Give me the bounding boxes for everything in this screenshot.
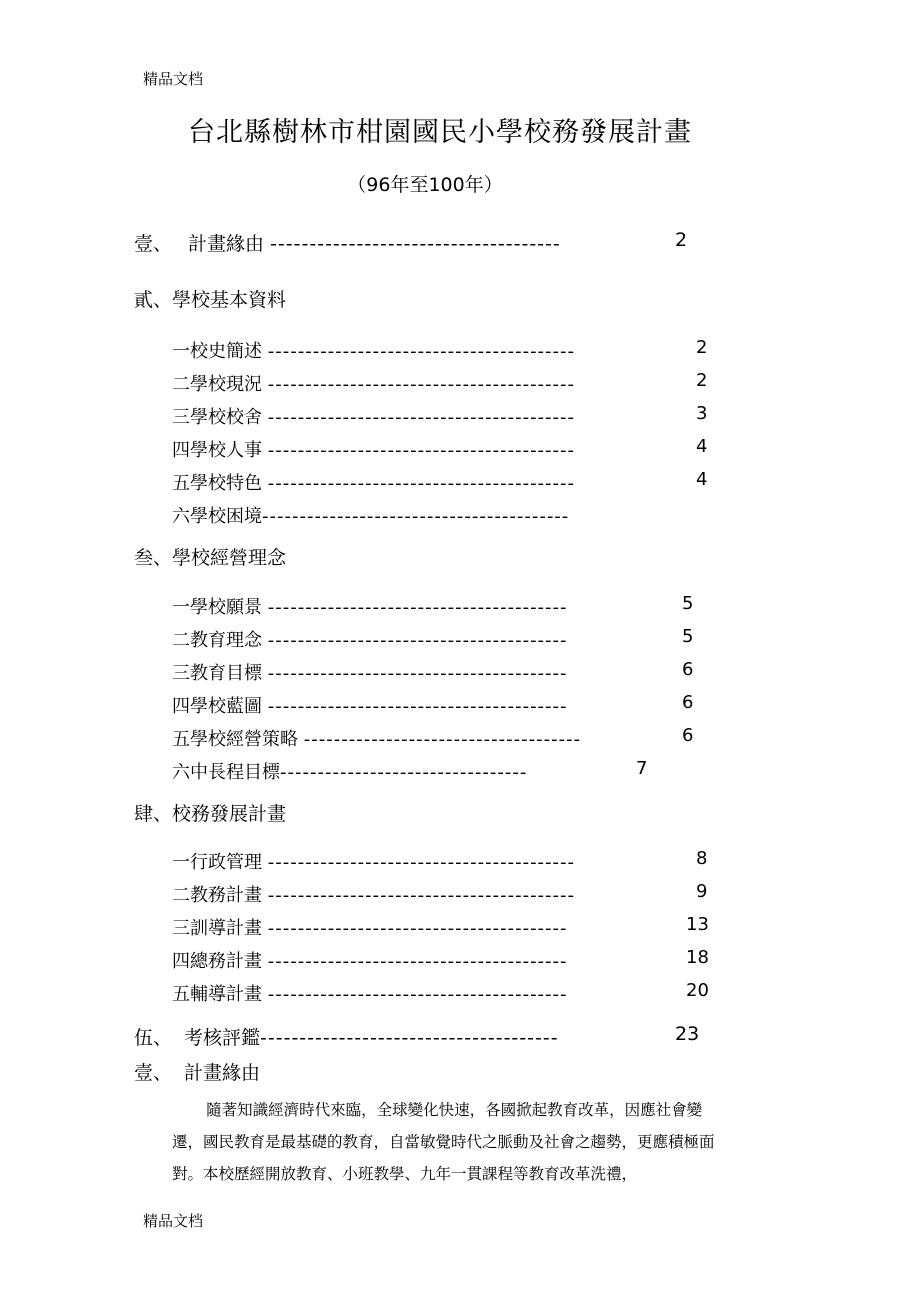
toc-item [172, 914, 568, 940]
toc-section-label: 考核評鑑 [184, 1027, 261, 1049]
toc-item [172, 725, 581, 751]
toc-leader: ------------------------------------- [303, 729, 582, 750]
toc-item [172, 659, 568, 685]
toc-item-page: 6 [682, 692, 694, 713]
toc-section-number: 叁、 [134, 547, 173, 569]
toc-item [172, 881, 575, 907]
toc-item [172, 469, 575, 495]
toc-leader: ---------------------------------------- [267, 951, 568, 972]
toc-leader: ------------------------------------- [270, 233, 561, 255]
toc-leader: ----------------------------------------- [262, 506, 570, 527]
toc-section-label: 校務發展計畫 [172, 803, 287, 825]
toc-item-page: 13 [686, 914, 709, 935]
toc-section-page: 23 [675, 1023, 700, 1045]
toc-item-label: 一學校願景 [172, 597, 262, 618]
toc-item-label: 二教務計畫 [172, 885, 262, 906]
toc-item-page: 20 [686, 980, 709, 1001]
toc-item-page: 4 [696, 436, 708, 457]
toc-item-label: 五學校特色 [172, 473, 262, 494]
toc-section-1 [134, 229, 561, 256]
toc-item [172, 980, 568, 1006]
toc-item-label: 二教育理念 [172, 630, 262, 651]
toc-section-label: 學校經營理念 [172, 547, 287, 569]
toc-leader: ----------------------------------------- [267, 885, 576, 906]
toc-item-page: 8 [696, 848, 708, 869]
toc-item-label: 六學校困境 [172, 506, 262, 527]
toc-item-label: 四學校藍圖 [172, 696, 262, 717]
body-heading-number: 壹、 [134, 1062, 173, 1084]
toc-section-label: 計畫緣由 [188, 233, 265, 255]
footer-watermark: 精品文档 [143, 1212, 204, 1230]
toc-item-page: 2 [696, 337, 708, 358]
document-title: 台北縣樹林市柑園國民小學校務發展計畫 [188, 117, 692, 148]
toc-item-label: 一校史簡述 [172, 341, 262, 362]
header-watermark: 精品文档 [143, 70, 204, 88]
toc-item-page: 6 [682, 659, 694, 680]
toc-item-page: 2 [696, 370, 708, 391]
toc-item-page: 4 [696, 469, 708, 490]
toc-item-label: 五輔導計畫 [172, 984, 262, 1005]
toc-item [172, 337, 575, 363]
toc-leader: ----------------------------------------- [267, 374, 576, 395]
toc-item [172, 593, 568, 619]
toc-section-page: 2 [675, 229, 688, 251]
document-subtitle: （96年至100年） [347, 174, 503, 196]
toc-item [172, 692, 568, 718]
toc-leader: ---------------------------------------- [267, 984, 568, 1005]
toc-item-label: 四總務計畫 [172, 951, 262, 972]
toc-item-label: 五學校經營策略 [172, 729, 298, 750]
toc-item [172, 947, 568, 973]
toc-item-label: 三學校校舍 [172, 407, 262, 428]
toc-item-page: 18 [686, 947, 709, 968]
toc-item [172, 370, 575, 396]
toc-leader: ---------------------------------------- [267, 597, 568, 618]
toc-item [172, 626, 568, 652]
toc-item-page: 9 [696, 881, 708, 902]
toc-section-label: 學校基本資料 [172, 289, 287, 311]
toc-section-number: 貳、 [134, 289, 173, 311]
toc-section-4 [134, 799, 286, 826]
toc-leader: ----------------------------------------- [267, 341, 576, 362]
body-section-heading [134, 1058, 260, 1085]
toc-item-label: 一行政管理 [172, 852, 262, 873]
toc-leader: --------------------------------- [280, 762, 528, 783]
toc-section-5 [134, 1023, 559, 1050]
toc-leader: ---------------------------------------- [267, 630, 568, 651]
toc-leader: ---------------------------------------- [267, 663, 568, 684]
toc-leader: ----------------------------------------- [267, 473, 576, 494]
toc-item-page: 5 [682, 593, 694, 614]
toc-section-2 [134, 285, 286, 312]
body-paragraph: 隨著知識經濟時代來臨，全球變化快速，各國掀起教育改革，因應社會變遷，國民教育是最基礎的教育，自當敏覺時代之脈動及社會之趨勢，更應積極面對。本校歷經開放教育、小班教學、九年一貫課程等教育改革洗禮， [172, 1101, 715, 1183]
toc-item-label: 三教育目標 [172, 663, 262, 684]
toc-leader: -------------------------------------- [260, 1027, 559, 1049]
toc-item [172, 502, 569, 528]
toc-leader: ----------------------------------------- [267, 407, 576, 428]
toc-item [172, 403, 575, 429]
toc-section-number: 壹、 [134, 233, 173, 255]
toc-section-number: 肆、 [134, 803, 173, 825]
toc-section-3 [134, 543, 286, 570]
toc-item-page: 3 [696, 403, 708, 424]
toc-item-label: 二學校現況 [172, 374, 262, 395]
toc-leader: ----------------------------------------- [267, 852, 576, 873]
toc-item [172, 758, 527, 784]
toc-item-page: 7 [636, 758, 648, 779]
toc-item-label: 四學校人事 [172, 440, 262, 461]
toc-item [172, 848, 575, 874]
toc-leader: ---------------------------------------- [267, 696, 568, 717]
toc-item-label: 三訓導計畫 [172, 918, 262, 939]
toc-section-number: 伍、 [134, 1027, 173, 1049]
toc-item-page: 5 [682, 626, 694, 647]
toc-leader: ----------------------------------------- [267, 440, 576, 461]
toc-item-label: 六中長程目標 [172, 762, 280, 783]
toc-leader: ---------------------------------------- [267, 918, 568, 939]
body-heading-label: 計畫緣由 [184, 1062, 261, 1084]
toc-item-page: 6 [682, 725, 694, 746]
toc-item [172, 436, 575, 462]
